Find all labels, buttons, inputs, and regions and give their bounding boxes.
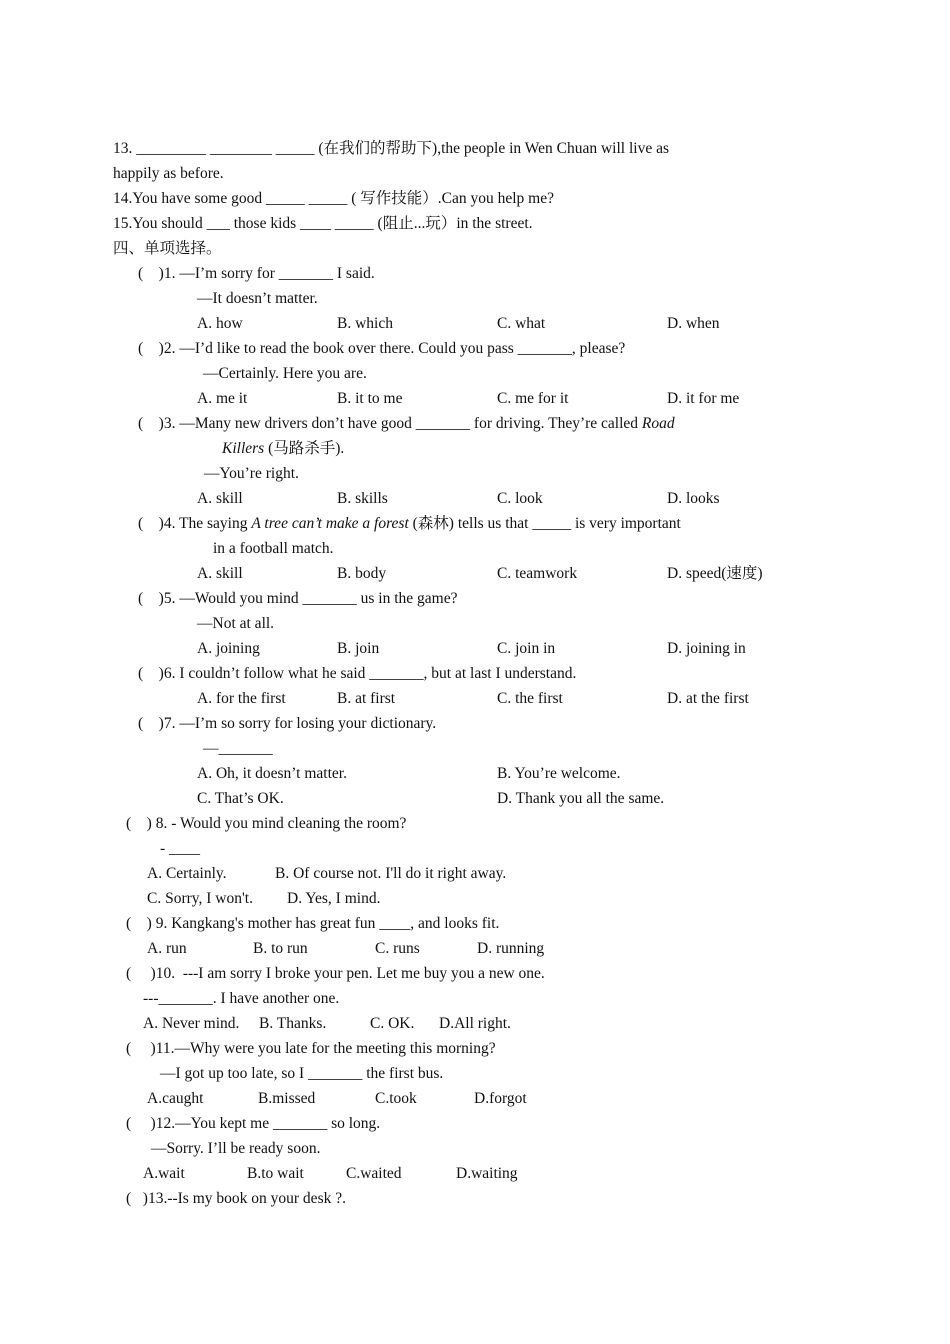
q8-option-b: B. Of course not. I'll do it right away.: [275, 865, 507, 882]
q3-option-c: C. look: [497, 490, 543, 507]
q4-stem-b: (森林) tells us that _____ is very important: [408, 515, 681, 532]
q5-option-d: D. joining in: [667, 640, 746, 657]
q3-stem2-text: (马路杀手).: [264, 440, 345, 457]
q3-stem-line2: [222, 439, 344, 459]
q3-option-d: D. looks: [667, 490, 720, 507]
q10-reply: ---_______. I have another one.: [143, 990, 340, 1007]
q5-option-c: C. join in: [497, 640, 556, 657]
q2-option-b: B. it to me: [337, 390, 403, 407]
q5-stem: ( )5. —Would you mind _______ us in the game?: [138, 590, 458, 607]
q8-option-c: C. Sorry, I won't.: [147, 890, 253, 907]
q11-option-d: D.forgot: [474, 1090, 527, 1107]
q12-option-a: A.wait: [143, 1165, 185, 1182]
q3-reply: —You’re right.: [204, 465, 299, 482]
q1-option-b: B. which: [337, 315, 393, 332]
q2-option-a: A. me it: [197, 390, 248, 407]
q5-reply: —Not at all.: [197, 615, 275, 632]
q8-option-a: A. Certainly.: [147, 865, 227, 882]
q2-stem: ( )2. —I’d like to read the book over there. Could you pass _______, please?: [138, 340, 626, 357]
q9-option-a: A. run: [147, 940, 187, 957]
q2-reply: —Certainly. Here you are.: [203, 365, 367, 382]
section-4-title: 四、单项选择。: [113, 240, 222, 257]
q1-option-a: A. how: [197, 315, 243, 332]
q4-option-b: B. body: [337, 565, 387, 582]
q10-option-a: A. Never mind.: [143, 1015, 240, 1032]
q7-option-a: A. Oh, it doesn’t matter.: [197, 765, 347, 782]
q6-stem: ( )6. I couldn’t follow what he said _______, but at last I understand.: [138, 665, 577, 682]
q4-option-c: C. teamwork: [497, 565, 578, 582]
q4-stem-line2: in a football match.: [213, 540, 334, 557]
q6-option-c: C. the first: [497, 690, 563, 707]
q3-stem: [138, 414, 675, 434]
q6-option-a: A. for the first: [197, 690, 286, 707]
q5-option-a: A. joining: [197, 640, 260, 657]
q10-option-b: B. Thanks.: [259, 1015, 327, 1032]
q10-stem: ( )10. ---I am sorry I broke your pen. Let me buy you a new one.: [126, 965, 545, 982]
q1-stem: ( )1. —I’m sorry for _______ I said.: [138, 265, 375, 282]
q9-option-c: C. runs: [375, 940, 420, 957]
q3-stem-italic: Road: [641, 415, 675, 432]
q1-option-c: C. what: [497, 315, 546, 332]
q11-stem: ( )11.—Why were you late for the meeting this morning?: [126, 1040, 496, 1057]
q1-reply: —It doesn’t matter.: [197, 290, 318, 307]
q6-option-b: B. at first: [337, 690, 396, 707]
q4-stem: [138, 514, 681, 534]
q11-reply: —I got up too late, so I _______ the first bus.: [160, 1065, 444, 1082]
q3-option-b: B. skills: [337, 490, 388, 507]
q9-option-d: D. running: [477, 940, 545, 957]
q13-stem: ( )13.--Is my book on your desk ?.: [126, 1190, 346, 1207]
q2-option-d: D. it for me: [667, 390, 740, 407]
q7-option-d: D. Thank you all the same.: [497, 790, 665, 807]
item-13-line1: 13. _________ ________ _____ (在我们的帮助下),the people in Wen Chuan will live as: [113, 140, 669, 157]
q9-option-b: B. to run: [253, 940, 308, 957]
q10-option-c: C. OK.: [370, 1015, 415, 1032]
q1-option-d: D. when: [667, 315, 720, 332]
q11-option-a: A.caught: [147, 1090, 204, 1107]
q3-stem2-italic: Killers: [222, 440, 265, 457]
q3-option-a: A. skill: [197, 490, 243, 507]
q12-option-d: D.waiting: [456, 1165, 518, 1182]
q11-option-b: B.missed: [258, 1090, 316, 1107]
item-14: 14.You have some good _____ _____ ( 写作技能）.Can you help me?: [113, 190, 555, 207]
q7-reply: —_______: [203, 740, 273, 757]
q7-option-b: B. You’re welcome.: [497, 765, 621, 782]
q4-stem-a: ( )4. The saying: [138, 515, 252, 532]
q5-option-b: B. join: [337, 640, 380, 657]
q7-stem: ( )7. —I’m so sorry for losing your dictionary.: [138, 715, 437, 732]
q12-stem: ( )12.—You kept me _______ so long.: [126, 1115, 381, 1132]
item-15: 15.You should ___ those kids ____ _____ (阻止...玩）in the street.: [113, 215, 533, 232]
q10-option-d: D.All right.: [439, 1015, 511, 1032]
q4-option-d: D. speed(速度): [667, 565, 763, 582]
q8-reply: - ____: [160, 840, 201, 857]
item-13-line2: happily as before.: [113, 165, 224, 182]
q11-option-c: C.took: [375, 1090, 417, 1107]
q8-option-d: D. Yes, I mind.: [287, 890, 381, 907]
q6-option-d: D. at the first: [667, 690, 749, 707]
q7-option-c: C. That’s OK.: [197, 790, 284, 807]
q4-stem-italic: A tree can’t make a forest: [251, 515, 409, 532]
q2-option-c: C. me for it: [497, 390, 569, 407]
q8-stem: ( ) 8. - Would you mind cleaning the room?: [126, 815, 407, 832]
q12-reply: —Sorry. I’ll be ready soon.: [151, 1140, 321, 1157]
q4-option-a: A. skill: [197, 565, 243, 582]
q9-stem: ( ) 9. Kangkang's mother has great fun ____, and looks fit.: [126, 915, 500, 932]
q12-option-b: B.to wait: [247, 1165, 304, 1182]
q12-option-c: C.waited: [346, 1165, 402, 1182]
q3-stem-text: ( )3. —Many new drivers don’t have good _______ for driving. They’re called: [138, 415, 642, 432]
